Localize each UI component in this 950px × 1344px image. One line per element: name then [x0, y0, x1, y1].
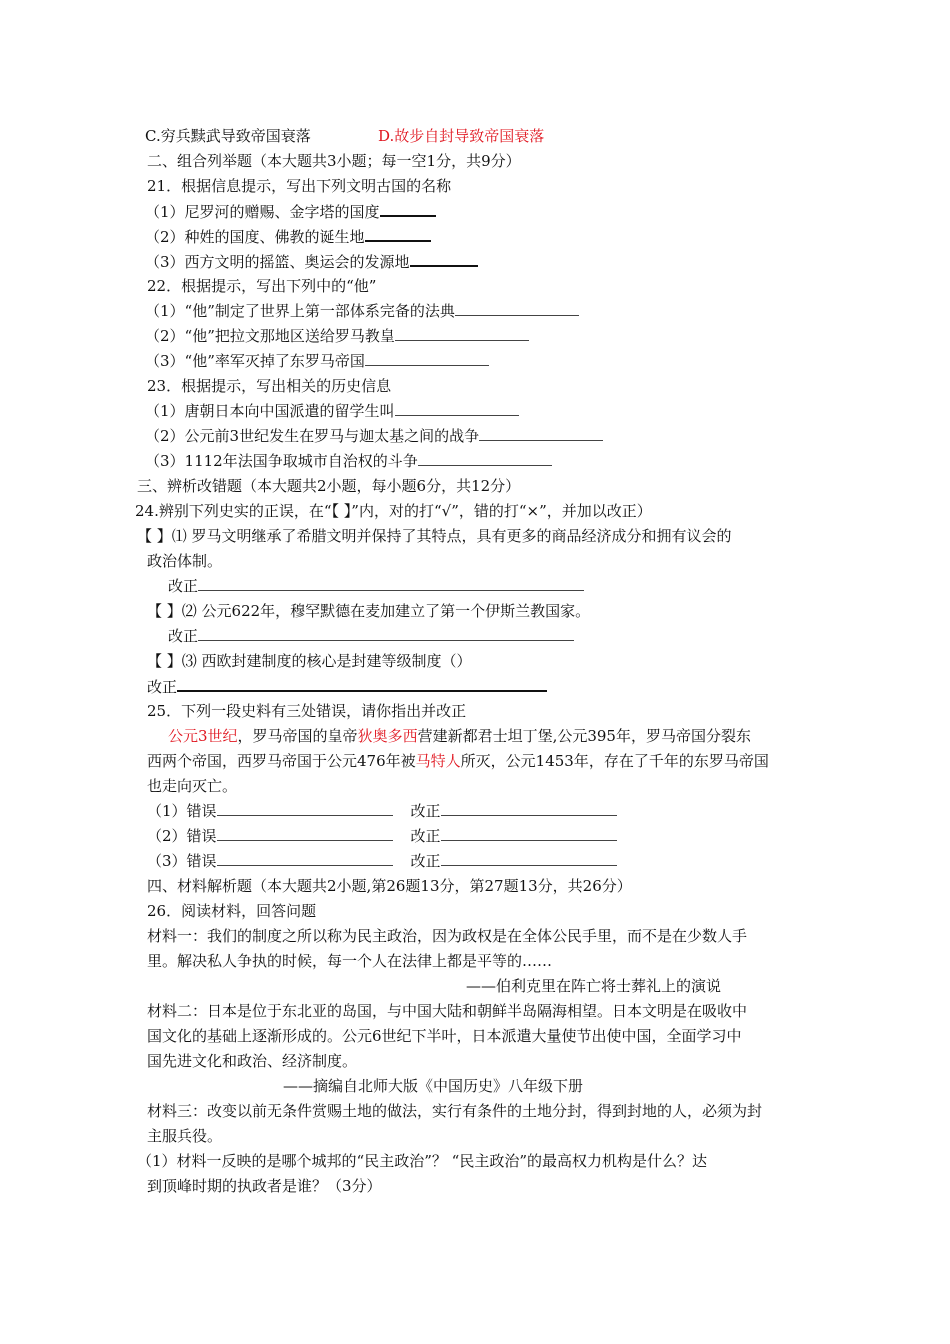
answer-blank[interactable]	[217, 826, 393, 841]
answer-blank[interactable]	[365, 351, 489, 366]
answer-blank[interactable]	[441, 801, 617, 816]
material-1-source: ——伯利克里在阵亡将士葬礼上的演说	[466, 977, 722, 995]
q25-passage-line-1: 公元3世纪，罗马帝国的皇帝狄奥多西营建新都君士坦丁堡,公元395年，罗马帝国分裂东	[168, 727, 751, 745]
q25-passage-line-2: 西两个帝国，西罗马帝国于公元476年被马特人所灭，公元1453年，存在了千年的东罗马帝国	[147, 752, 769, 770]
answer-blank[interactable]	[380, 201, 436, 217]
question-22: 22．根据提示，写出下列中的“他”	[147, 277, 377, 295]
answer-blank[interactable]	[441, 826, 617, 841]
question-24: 24.辨别下列史实的正误，在“【 】”内，对的打“√”，错的打“×”，并加以改正）	[135, 502, 652, 520]
q24-item-1: 【 】⑴ 罗马文明继承了希腊文明并保持了其特点，具有更多的商品经济成分和拥有议会的	[137, 527, 732, 545]
question-26: 26．阅读材料，回答问题	[147, 902, 317, 920]
q24-fix-2: 改正	[168, 626, 574, 646]
answer-blank[interactable]	[365, 226, 431, 242]
question-21: 21．根据信息提示，写出下列文明古国的名称	[147, 177, 452, 195]
q22-item-1: （1）“他”制定了世界上第一部体系完备的法典	[145, 301, 579, 321]
material-1-line-1: 材料一：我们的制度之所以称为民主政治，因为政权是在全体公民手里，而不是在少数人手	[147, 927, 748, 945]
q21-item-3: （3）西方文明的摇篮、奥运会的发源地	[145, 251, 478, 272]
answer-blank[interactable]	[479, 426, 603, 441]
option-d: D.故步自封导致帝国衰落	[378, 127, 545, 145]
answer-blank[interactable]	[395, 401, 519, 416]
q26-subquestion-1: （1）材料一反映的是哪个城邦的“民主政治”？ “民主政治”的最高权力机构是什么？达	[137, 1152, 707, 1170]
question-23: 23．根据提示，写出相关的历史信息	[147, 377, 392, 395]
section-3-heading: 三、辨析改错题（本大题共2小题，每小题6分，共12分）	[137, 477, 521, 495]
answer-blank[interactable]	[455, 301, 579, 316]
q21-item-2: （2）种姓的国度、佛教的诞生地	[145, 226, 431, 247]
answer-blank[interactable]	[441, 851, 617, 866]
q25-error-2: （2）错误 改正	[147, 826, 617, 846]
answer-blank[interactable]	[418, 451, 552, 466]
section-4-heading: 四、材料解析题（本大题共2小题,第26题13分，第27题13分，共26分）	[147, 877, 632, 895]
question-25: 25．下列一段史料有三处错误，请你指出并改正	[147, 702, 467, 720]
material-3-line-2: 主服兵役。	[147, 1127, 223, 1145]
material-1-line-2: 里。解决私人争执的时候，每一个人在法律上都是平等的……	[147, 952, 553, 970]
answer-blank[interactable]	[217, 851, 393, 866]
answer-blank[interactable]	[217, 801, 393, 816]
q23-item-3: （3）1112年法国争取城市自治权的斗争	[145, 451, 552, 471]
section-2-heading: 二、组合列举题（本大题共3小题；每一空1分，共9分）	[147, 152, 521, 170]
q22-item-3: （3）“他”率军灭掉了东罗马帝国	[145, 351, 489, 371]
q25-error-3: （3）错误 改正	[147, 851, 617, 871]
q24-item-1-cont: 政治体制。	[147, 552, 223, 570]
material-2-line-2: 国文化的基础上逐渐形成的。公元6世纪下半叶，日本派遣大量使节出使中国，全面学习中	[147, 1027, 742, 1045]
q22-item-2: （2）“他”把拉文那地区送给罗马教皇	[145, 326, 529, 346]
q21-item-1: （1）尼罗河的赠赐、金字塔的国度	[145, 201, 436, 222]
answer-blank[interactable]	[395, 326, 529, 341]
q23-item-1: （1）唐朝日本向中国派遣的留学生叫	[145, 401, 519, 421]
answer-blank[interactable]	[410, 251, 478, 267]
q26-subquestion-1-cont: 到顶峰时期的执政者是谁？（3分）	[147, 1177, 382, 1195]
q24-item-3: 【 】⑶ 西欧封建制度的核心是封建等级制度（）	[147, 652, 472, 670]
q25-passage-line-3: 也走向灭亡。	[147, 777, 238, 795]
answer-blank[interactable]	[198, 626, 574, 641]
q24-fix-3: 改正	[147, 676, 547, 697]
answer-blank[interactable]	[177, 676, 547, 692]
answer-blank[interactable]	[198, 576, 584, 591]
q24-fix-1: 改正	[168, 576, 584, 596]
material-2-line-1: 材料二：日本是位于东北亚的岛国，与中国大陆和朝鲜半岛隔海相望。日本文明是在吸收中	[147, 1002, 748, 1020]
q25-error-1: （1）错误 改正	[147, 801, 617, 821]
material-3-line-1: 材料三：改变以前无条件赏赐土地的做法，实行有条件的土地分封，得到封地的人，必须为封	[147, 1102, 763, 1120]
material-2-line-3: 国先进文化和政治、经济制度。	[147, 1052, 358, 1070]
q23-item-2: （2）公元前3世纪发生在罗马与迦太基之间的战争	[145, 426, 603, 446]
option-c: C.穷兵黩武导致帝国衰落	[145, 127, 311, 145]
material-2-source: ——摘编自北师大版《中国历史》八年级下册	[283, 1077, 584, 1095]
q24-item-2: 【 】⑵ 公元622年，穆罕默德在麦加建立了第一个伊斯兰教国家。	[147, 602, 591, 620]
